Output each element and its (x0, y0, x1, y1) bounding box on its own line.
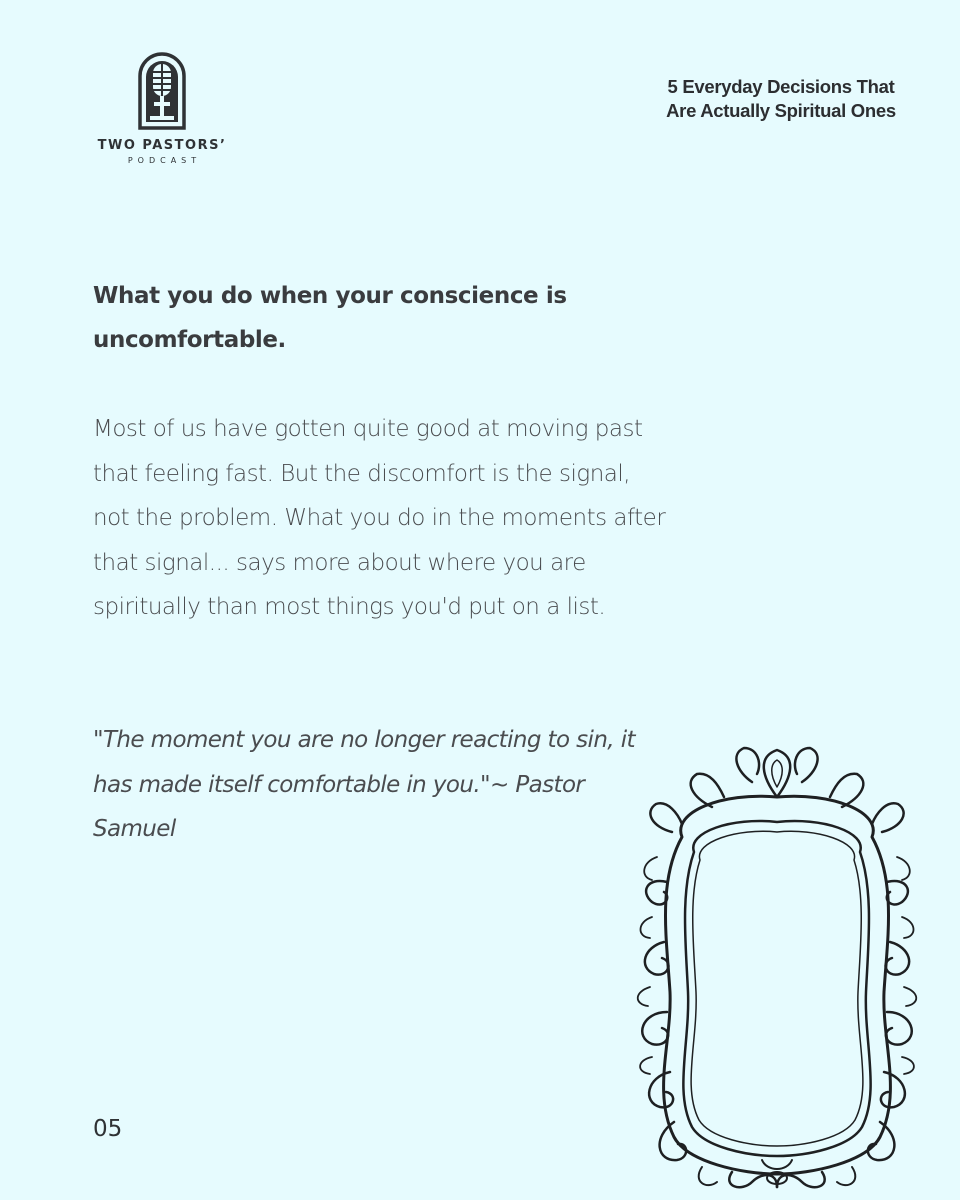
pull-quote: "The moment you are no longer reacting to sin, it has made itself comfortable in you."~ Pastor Samuel (93, 727, 635, 843)
logo-name: TWO PASTORS’ (97, 138, 227, 153)
arched-window-microphone-cross-icon (136, 50, 188, 130)
series-title: 5 Everyday Decisions That Are Actually Spiritual Ones (666, 76, 896, 121)
page-number: 05 (93, 1116, 123, 1142)
body-paragraph: Most of us have gotten quite good at moving past that feeling fast. But the discomfort is the signal, not the problem. What you do in the moments after that signal... says more about where you are spiritually than most things you'd put on a list. (93, 416, 666, 621)
section-heading: What you do when your conscience is uncomfortable. (93, 283, 567, 353)
logo-subtitle: PODCAST (127, 156, 202, 165)
ornate-baroque-mirror-frame-icon (612, 742, 942, 1192)
brand-logo (92, 50, 232, 165)
